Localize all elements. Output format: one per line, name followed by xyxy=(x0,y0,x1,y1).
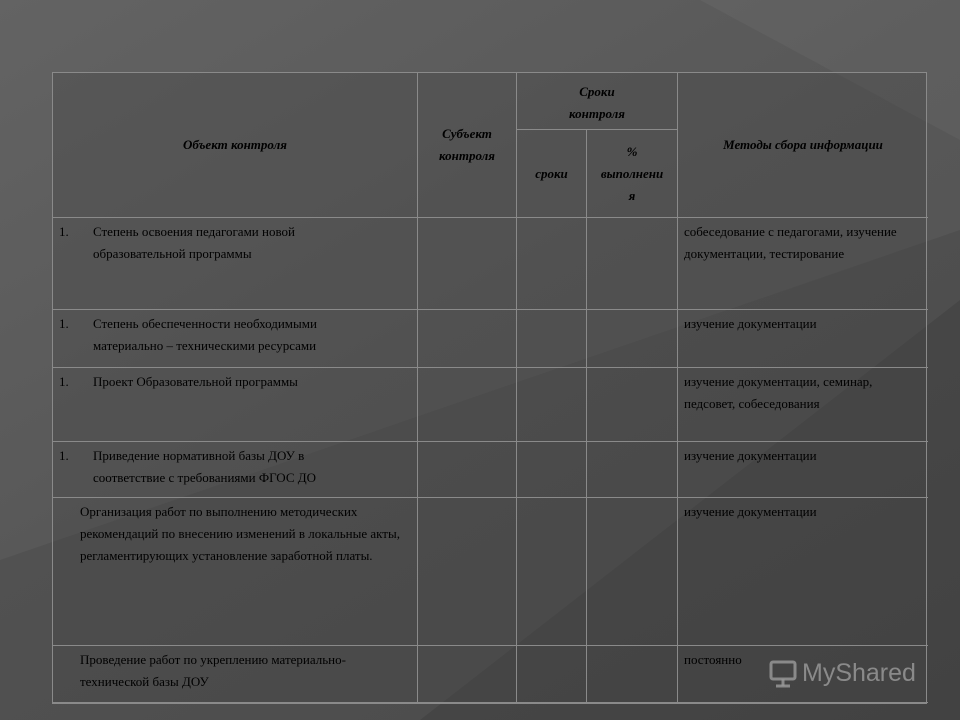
table-row-2-percent xyxy=(587,310,678,368)
row-object-text: Проект Образовательной программы xyxy=(93,374,298,389)
row-method-text: изучение документации xyxy=(684,504,817,519)
table-row-5-sroki xyxy=(517,498,587,646)
table-row-3-method xyxy=(678,368,928,442)
table-row-5-object xyxy=(53,498,418,646)
row-method-text: постоянно xyxy=(684,652,742,667)
table-row-6-sroki xyxy=(517,646,587,703)
table-row-2-subject xyxy=(418,310,517,368)
table-row-1-object xyxy=(53,218,418,310)
table-row-4-object xyxy=(53,442,418,498)
table-row-1-percent xyxy=(587,218,678,310)
watermark-logo xyxy=(768,658,916,688)
header-object xyxy=(53,73,418,218)
row-object-text: Степень обеспеченности необходимыми материально – техническими ресурсами xyxy=(93,316,317,353)
table-row-6-object xyxy=(53,646,418,703)
row-number: 1. xyxy=(59,448,69,463)
table-row-4-subject xyxy=(418,442,517,498)
header-terms xyxy=(517,73,678,130)
row-number: 1. xyxy=(59,224,69,239)
table-row-1-method xyxy=(678,218,928,310)
table-row-2-object xyxy=(53,310,418,368)
table-row-2-sroki xyxy=(517,310,587,368)
table-row-3-sroki xyxy=(517,368,587,442)
header-terms-line1: Сроки xyxy=(579,84,615,99)
header-percent-line3: я xyxy=(628,187,636,203)
row-method-text: изучение документации, семинар, педсовет, собеседования xyxy=(684,374,873,411)
table-row-4-percent xyxy=(587,442,678,498)
row-object-text: Приведение нормативной базы ДОУ в соответствие с требованиями ФГОС ДО xyxy=(93,448,317,485)
row-method-text: изучение документации xyxy=(684,316,817,331)
row-object-text: Организация работ по выполнению методических рекомендаций по внесению изменений в локальные акты, регламентирующих установление заработной платы. xyxy=(80,504,400,563)
header-percent-line1: % xyxy=(626,143,638,159)
row-method-text: изучение документации xyxy=(684,448,817,463)
table-row-3-percent xyxy=(587,368,678,442)
table-row-5-subject xyxy=(418,498,517,646)
control-table xyxy=(52,72,927,704)
watermark-text: MyShared xyxy=(802,658,916,687)
header-methods xyxy=(678,73,928,218)
table-row-6-percent xyxy=(587,646,678,703)
table-row-2-method xyxy=(678,310,928,368)
row-method-text: собеседование с педагогами, изучение документации, тестирование xyxy=(684,224,897,261)
row-object-text: Проведение работ по укреплению материально-технической базы ДОУ xyxy=(80,652,346,689)
header-object-label: Объект контроля xyxy=(183,137,287,152)
header-percent-line2: выполнени xyxy=(600,165,664,181)
header-subject xyxy=(418,73,517,218)
header-percent xyxy=(587,130,678,218)
table-row-3-subject xyxy=(418,368,517,442)
header-sroki xyxy=(517,130,587,218)
table-row-3-object xyxy=(53,368,418,442)
table-row-4-sroki xyxy=(517,442,587,498)
table-row-5-percent xyxy=(587,498,678,646)
table-row-5-method xyxy=(678,498,928,646)
header-sroki-label: сроки xyxy=(535,165,568,181)
header-terms-line2: контроля xyxy=(569,106,625,121)
row-number: 1. xyxy=(59,316,69,331)
table-row-6-subject xyxy=(418,646,517,703)
table-row-1-subject xyxy=(418,218,517,310)
row-object-text: Степень освоения педагогами новой образовательной программы xyxy=(93,224,295,261)
presentation-board-icon xyxy=(768,658,798,688)
header-subject-line1: Субъект xyxy=(442,126,492,141)
row-number: 1. xyxy=(59,374,69,389)
header-subject-line2: контроля xyxy=(439,148,495,163)
table-row-1-sroki xyxy=(517,218,587,310)
table-row-4-method xyxy=(678,442,928,498)
header-methods-label: Методы сбора информации xyxy=(723,137,883,152)
